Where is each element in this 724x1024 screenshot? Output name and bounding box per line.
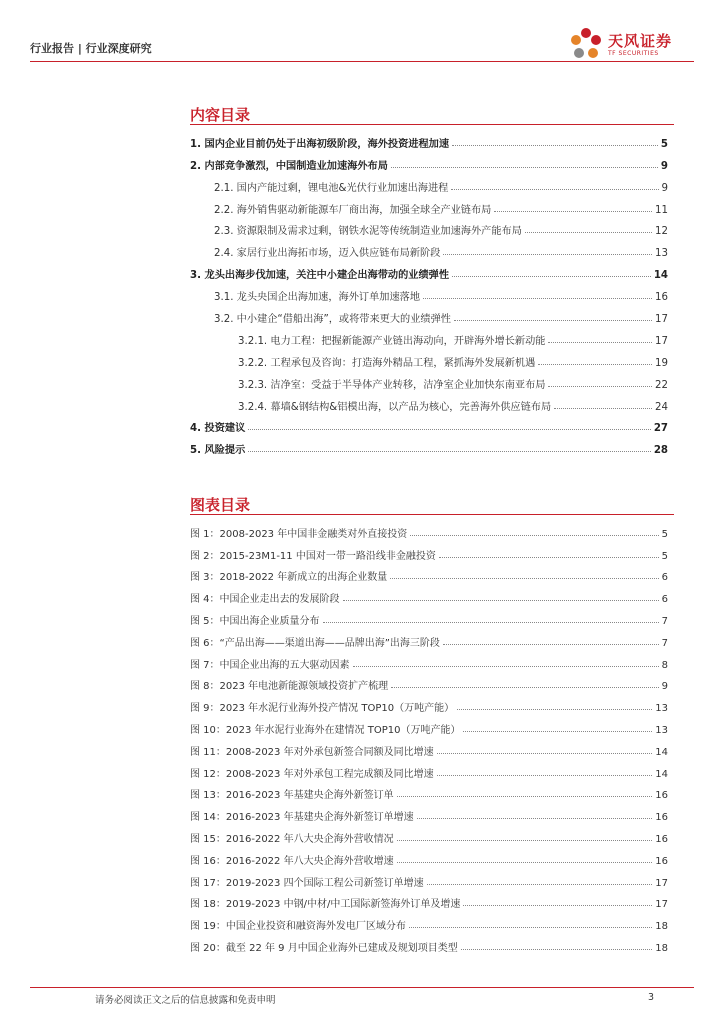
toc-entry[interactable]: 3.2.1. 电力工程：把握新能源产业链出海动向，开辟海外增长新动能 17 bbox=[238, 335, 668, 347]
figure-entry[interactable]: 图 2：2015-23M1-11 中国对一带一路沿线非金融投资 5 bbox=[190, 550, 668, 562]
toc-entry[interactable]: 3.1. 龙头央国企出海加速，海外订单加速落地 16 bbox=[214, 292, 668, 304]
figure-entry[interactable]: 图 14：2016-2023 年基建央企海外新签订单增速 16 bbox=[190, 812, 668, 824]
figure-entry[interactable]: 图 18：2019-2023 中钢/中材/中工国际新签海外订单及增速 17 bbox=[190, 899, 668, 911]
figure-entry[interactable]: 图 19：中国企业投资和融资海外发电厂区域分布 18 bbox=[190, 921, 668, 933]
toc-list bbox=[190, 128, 668, 456]
figure-entry[interactable]: 图 5：中国出海企业质量分布 7 bbox=[190, 615, 668, 627]
toc-entry[interactable]: 3. 龙头出海步伐加速，关注中小建企出海带动的业绩弹性 14 bbox=[190, 270, 668, 282]
figure-entry[interactable]: 图 20：截至 22 年 9 月中国企业海外已建成及规划项目类型 18 bbox=[190, 942, 668, 954]
figure-entry[interactable]: 图 4：中国企业走出去的发展阶段 6 bbox=[190, 594, 668, 606]
figure-list bbox=[190, 518, 668, 954]
flower-logo-icon bbox=[568, 26, 604, 62]
toc-entry[interactable]: 3.2. 中小建企“借船出海”，或将带来更大的业绩弹性 17 bbox=[214, 314, 668, 326]
toc-title: 内容目录 bbox=[190, 106, 251, 124]
toc-title-rule bbox=[190, 124, 674, 125]
figure-entry[interactable]: 图 11：2008-2023 年对外承包新签合同额及同比增速 14 bbox=[190, 746, 668, 758]
figures-title: 图表目录 bbox=[190, 496, 251, 514]
figure-entry[interactable]: 图 8：2023 年电池新能源领域投资扩产梳理 9 bbox=[190, 681, 668, 693]
toc-entry[interactable]: 3.2.3. 洁净室：受益于半导体产业转移，洁净室企业加快东南亚布局 22 bbox=[238, 379, 668, 391]
figure-entry[interactable]: 图 13：2016-2023 年基建央企海外新签订单 16 bbox=[190, 790, 668, 802]
figure-entry[interactable]: 图 15：2016-2022 年八大央企海外营收情况 16 bbox=[190, 833, 668, 845]
figure-entry[interactable]: 图 9：2023 年水泥行业海外投产情况 TOP10（万吨产能） 13 bbox=[190, 703, 668, 715]
figures-title-rule bbox=[190, 514, 674, 515]
toc-entry[interactable]: 5. 风险提示 28 bbox=[190, 445, 668, 457]
toc-entry[interactable]: 3.2.4. 幕墙&钢结构&铝模出海，以产品为核心，完善海外供应链布局 24 bbox=[238, 401, 668, 413]
toc-entry[interactable]: 2. 内部竞争激烈，中国制造业加速海外布局 9 bbox=[190, 160, 668, 172]
figure-entry[interactable]: 图 6：“产品出海——渠道出海——品牌出海”出海三阶段 7 bbox=[190, 637, 668, 649]
toc-entry[interactable]: 2.2. 海外销售驱动新能源车厂商出海，加强全球全产业链布局 11 bbox=[214, 204, 668, 216]
footer-disclaimer: 请务必阅读正文之后的信息披露和免责申明 bbox=[95, 995, 276, 1006]
page-number: 3 bbox=[647, 992, 654, 1003]
header-divider bbox=[30, 61, 694, 62]
footer-divider bbox=[30, 987, 694, 988]
figure-entry[interactable]: 图 12：2008-2023 年对外承包工程完成额及同比增速 14 bbox=[190, 768, 668, 780]
figure-entry[interactable]: 图 17：2019-2023 四个国际工程公司新签订单增速 17 bbox=[190, 877, 668, 889]
toc-entry[interactable]: 2.4. 家居行业出海拓市场，迈入供应链布局新阶段 13 bbox=[214, 248, 668, 260]
toc-entry[interactable]: 1. 国内企业目前仍处于出海初级阶段，海外投资进程加速 5 bbox=[190, 138, 668, 150]
toc-entry[interactable]: 3.2.2. 工程承包及咨询：打造海外精品工程，紧抓海外发展新机遇 19 bbox=[238, 357, 668, 369]
company-logo bbox=[568, 26, 678, 62]
figure-entry[interactable]: 图 7：中国企业出海的五大驱动因素 8 bbox=[190, 659, 668, 671]
figure-entry[interactable]: 图 3：2018-2022 年新成立的出海企业数量 6 bbox=[190, 572, 668, 584]
brand-name: 天风证券 bbox=[608, 32, 673, 50]
figure-entry[interactable]: 图 16：2016-2022 年八大央企海外营收增速 16 bbox=[190, 855, 668, 867]
figure-entry[interactable]: 图 10：2023 年水泥行业海外在建情况 TOP10（万吨产能） 13 bbox=[190, 724, 668, 736]
toc-entry[interactable]: 2.3. 资源限制及需求过剩，钢铁水泥等传统制造业加速海外产能布局 12 bbox=[214, 226, 668, 238]
toc-entry[interactable]: 2.1. 国内产能过剩，锂电池&光伏行业加速出海进程 9 bbox=[214, 182, 668, 194]
report-type-label: 行业报告 | 行业深度研究 bbox=[30, 42, 152, 55]
brand-subtitle: TF SECURITIES bbox=[608, 50, 659, 57]
figure-entry[interactable]: 图 1：2008-2023 年中国非金融类对外直接投资 5 bbox=[190, 528, 668, 540]
toc-entry[interactable]: 4. 投资建议 27 bbox=[190, 423, 668, 435]
